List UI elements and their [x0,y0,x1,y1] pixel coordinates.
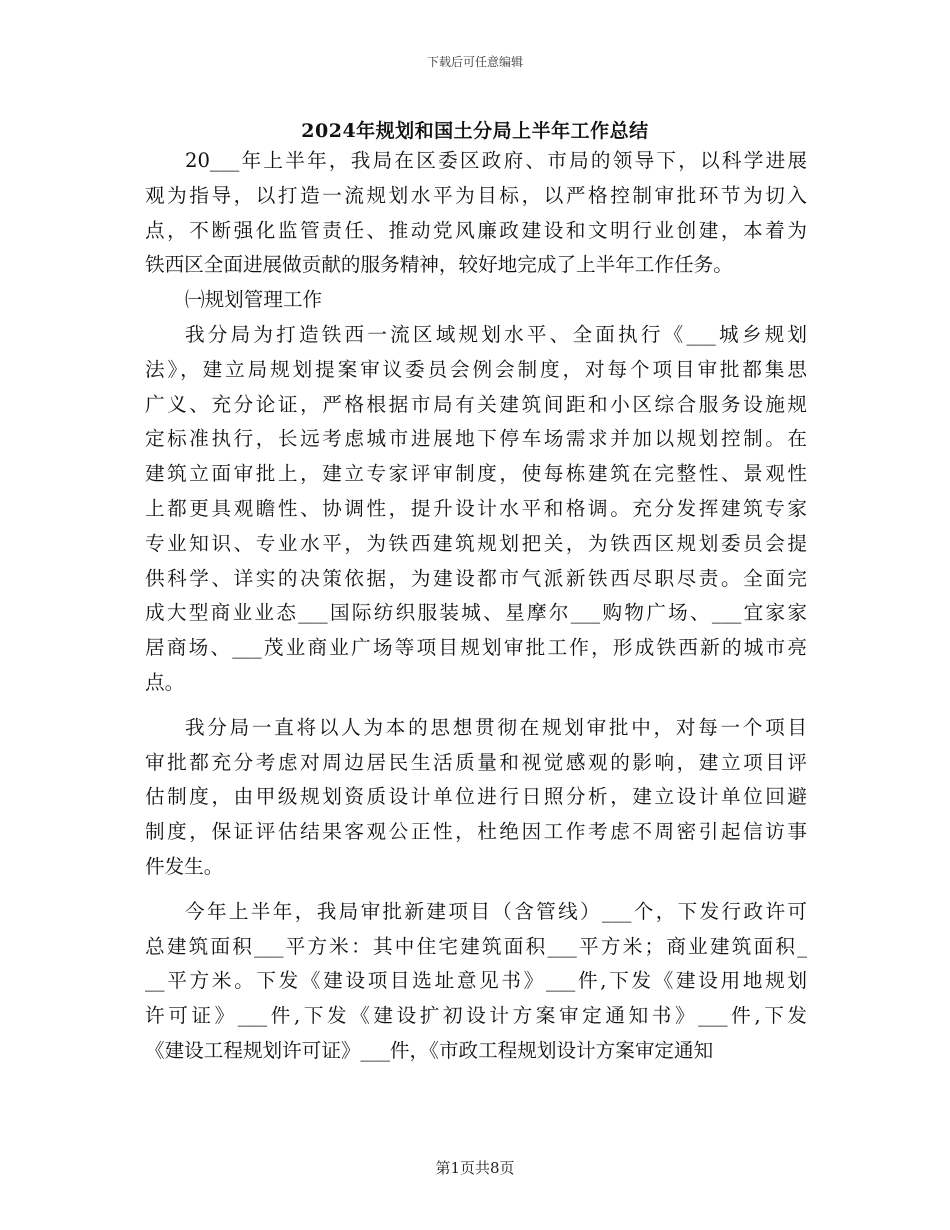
paragraph-line: 成大型商业业态___国际纺织服装城、星摩尔___购物广场、___宜家家 [145,601,807,625]
paragraph-line: 我分局一直将以人为本的思想贯彻在规划审批中，对每一个项目 [185,715,807,739]
page-footer: 第1页共8页 [435,1159,515,1177]
paragraph-line: 点，不断强化监管责任、推动党风廉政建设和文明行业创建，本着为 [145,218,807,242]
document-title: 2024年规划和国土分局上半年工作总结 [301,120,649,142]
paragraph-line: 居商场、___茂业商业广场等项目规划审批工作，形成铁西新的城市亮 [145,636,807,660]
paragraph-line: 点。 [145,670,185,694]
paragraph-line: 专业知识、专业水平，为铁西建筑规划把关，为铁西区规划委员会提 [145,531,807,555]
paragraph-line: __平方米。下发《建设项目选址意见书》___件,下发《建设用地规划 [145,969,807,993]
paragraph-line: 20___年上半年，我局在区委区政府、市局的领导下，以科学进展 [185,149,807,172]
paragraph-line: 铁西区全面进展做贡献的服务精神，较好地完成了上半年工作任务。 [145,253,733,277]
paragraph-line: 法》，建立局规划提案审议委员会例会制度，对每个项目审批都集思 [145,357,807,381]
paragraph-gap [145,885,807,895]
paragraph-line: 《建设工程规划许可证》___件，《市政工程规划设计方案审定通知 [145,1038,714,1062]
paragraph-line: 广义、充分论证，严格根据市局有关建筑间距和小区综合服务设施规 [145,392,807,416]
paragraph-gap [145,701,807,711]
paragraph-line: 定标准执行，长远考虑城市进展地下停车场需求并加以规划控制。在 [145,427,807,451]
paragraph-line: 观为指导，以打造一流规划水平为目标，以严格控制审批环节为切入 [145,183,807,207]
section-heading: ㈠规划管理工作 [185,288,323,312]
paragraph-line: 估制度，由甲级规划资质设计单位进行日照分析，建立设计单位回避 [145,785,807,809]
paragraph-line: 建筑立面审批上，建立专家评审制度，使每栋建筑在完整性、景观性 [145,462,807,486]
paragraph-line: 供科学、详实的决策依据，为建设都市气派新铁西尽职尽责。全面完 [145,566,807,590]
paragraph-line: 今年上半年，我局审批新建项目（含管线）___个，下发行政许可 [185,899,807,923]
header-note: 下载后可任意编辑 [426,55,523,69]
document-body [145,144,807,1069]
paragraph-line: 件发生。 [145,854,224,878]
paragraph-line: 制度，保证评估结果客观公正性，杜绝因工作考虑不周密引起信访事 [145,820,807,844]
paragraph-line: 许可证》___件,下发《建设扩初设计方案审定通知书》___件,下发 [145,1004,807,1028]
paragraph-line: 总建筑面积___平方米：其中住宅建筑面积___平方米；商业建筑面积_ [145,934,807,958]
paragraph-line: 上都更具观瞻性、协调性，提升设计水平和格调。充分发挥建筑专家 [145,496,807,520]
paragraph-line: 审批都充分考虑对周边居民生活质量和视觉感观的影响，建立项目评 [145,750,807,774]
paragraph-line: 我分局为打造铁西一流区域规划水平、全面执行《___城乡规划 [185,322,807,346]
